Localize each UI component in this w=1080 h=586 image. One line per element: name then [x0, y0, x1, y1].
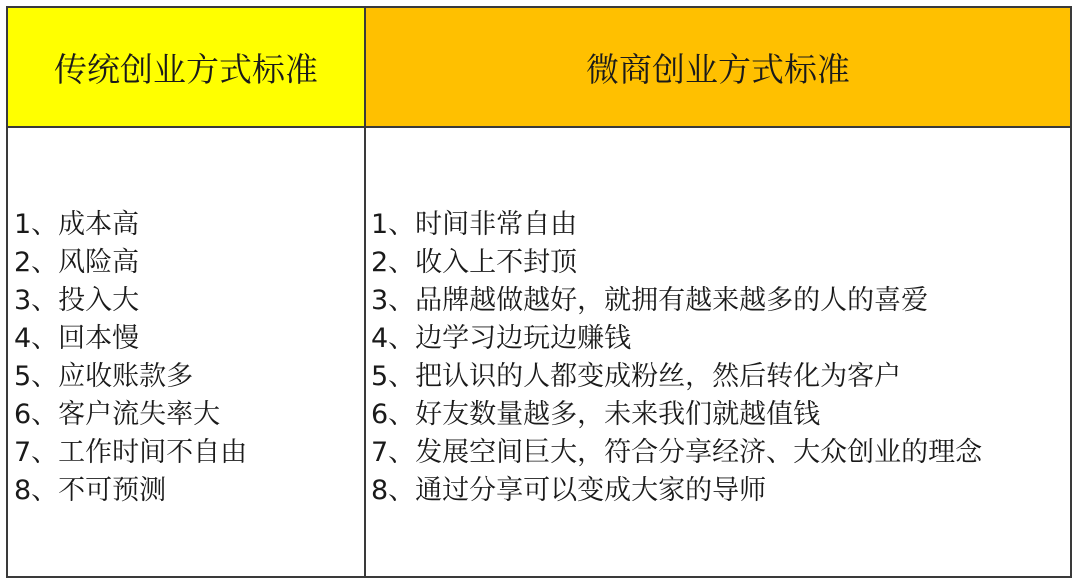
list-item: 3、投入大: [14, 285, 140, 316]
wechat-business-list: [366, 128, 1070, 576]
list-item: 1、时间非常自由: [371, 209, 578, 240]
list-item: 3、品牌越做越好，就拥有越来越多的人的喜爱: [371, 285, 929, 316]
list-item: 6、客户流失率大: [14, 399, 221, 430]
list-item: 5、应收账款多: [14, 361, 194, 392]
list-item: 7、工作时间不自由: [14, 437, 248, 468]
traditional-list: [8, 128, 366, 576]
list-item: 2、收入上不封顶: [371, 247, 578, 278]
list-item: 5、把认识的人都变成粉丝，然后转化为客户: [371, 361, 902, 392]
list-item: 7、发展空间巨大，符合分享经济、大众创业的理念: [371, 437, 983, 468]
list-item: 8、通过分享可以变成大家的导师: [371, 475, 767, 506]
list-item: 4、边学习边玩边赚钱: [371, 323, 632, 354]
list-item: 6、好友数量越多，未来我们就越值钱: [371, 399, 821, 430]
list-item: 1、成本高: [14, 209, 140, 240]
wechat-business-header: 微商创业方式标准: [366, 8, 1070, 126]
list-item: 8、不可预测: [14, 475, 167, 506]
list-item: 4、回本慢: [14, 323, 140, 354]
table-header-row: [8, 8, 1070, 128]
comparison-table: [6, 6, 1072, 578]
traditional-header: 传统创业方式标准: [8, 8, 366, 126]
list-item: 2、风险高: [14, 247, 140, 278]
table-body-row: [8, 128, 1070, 576]
